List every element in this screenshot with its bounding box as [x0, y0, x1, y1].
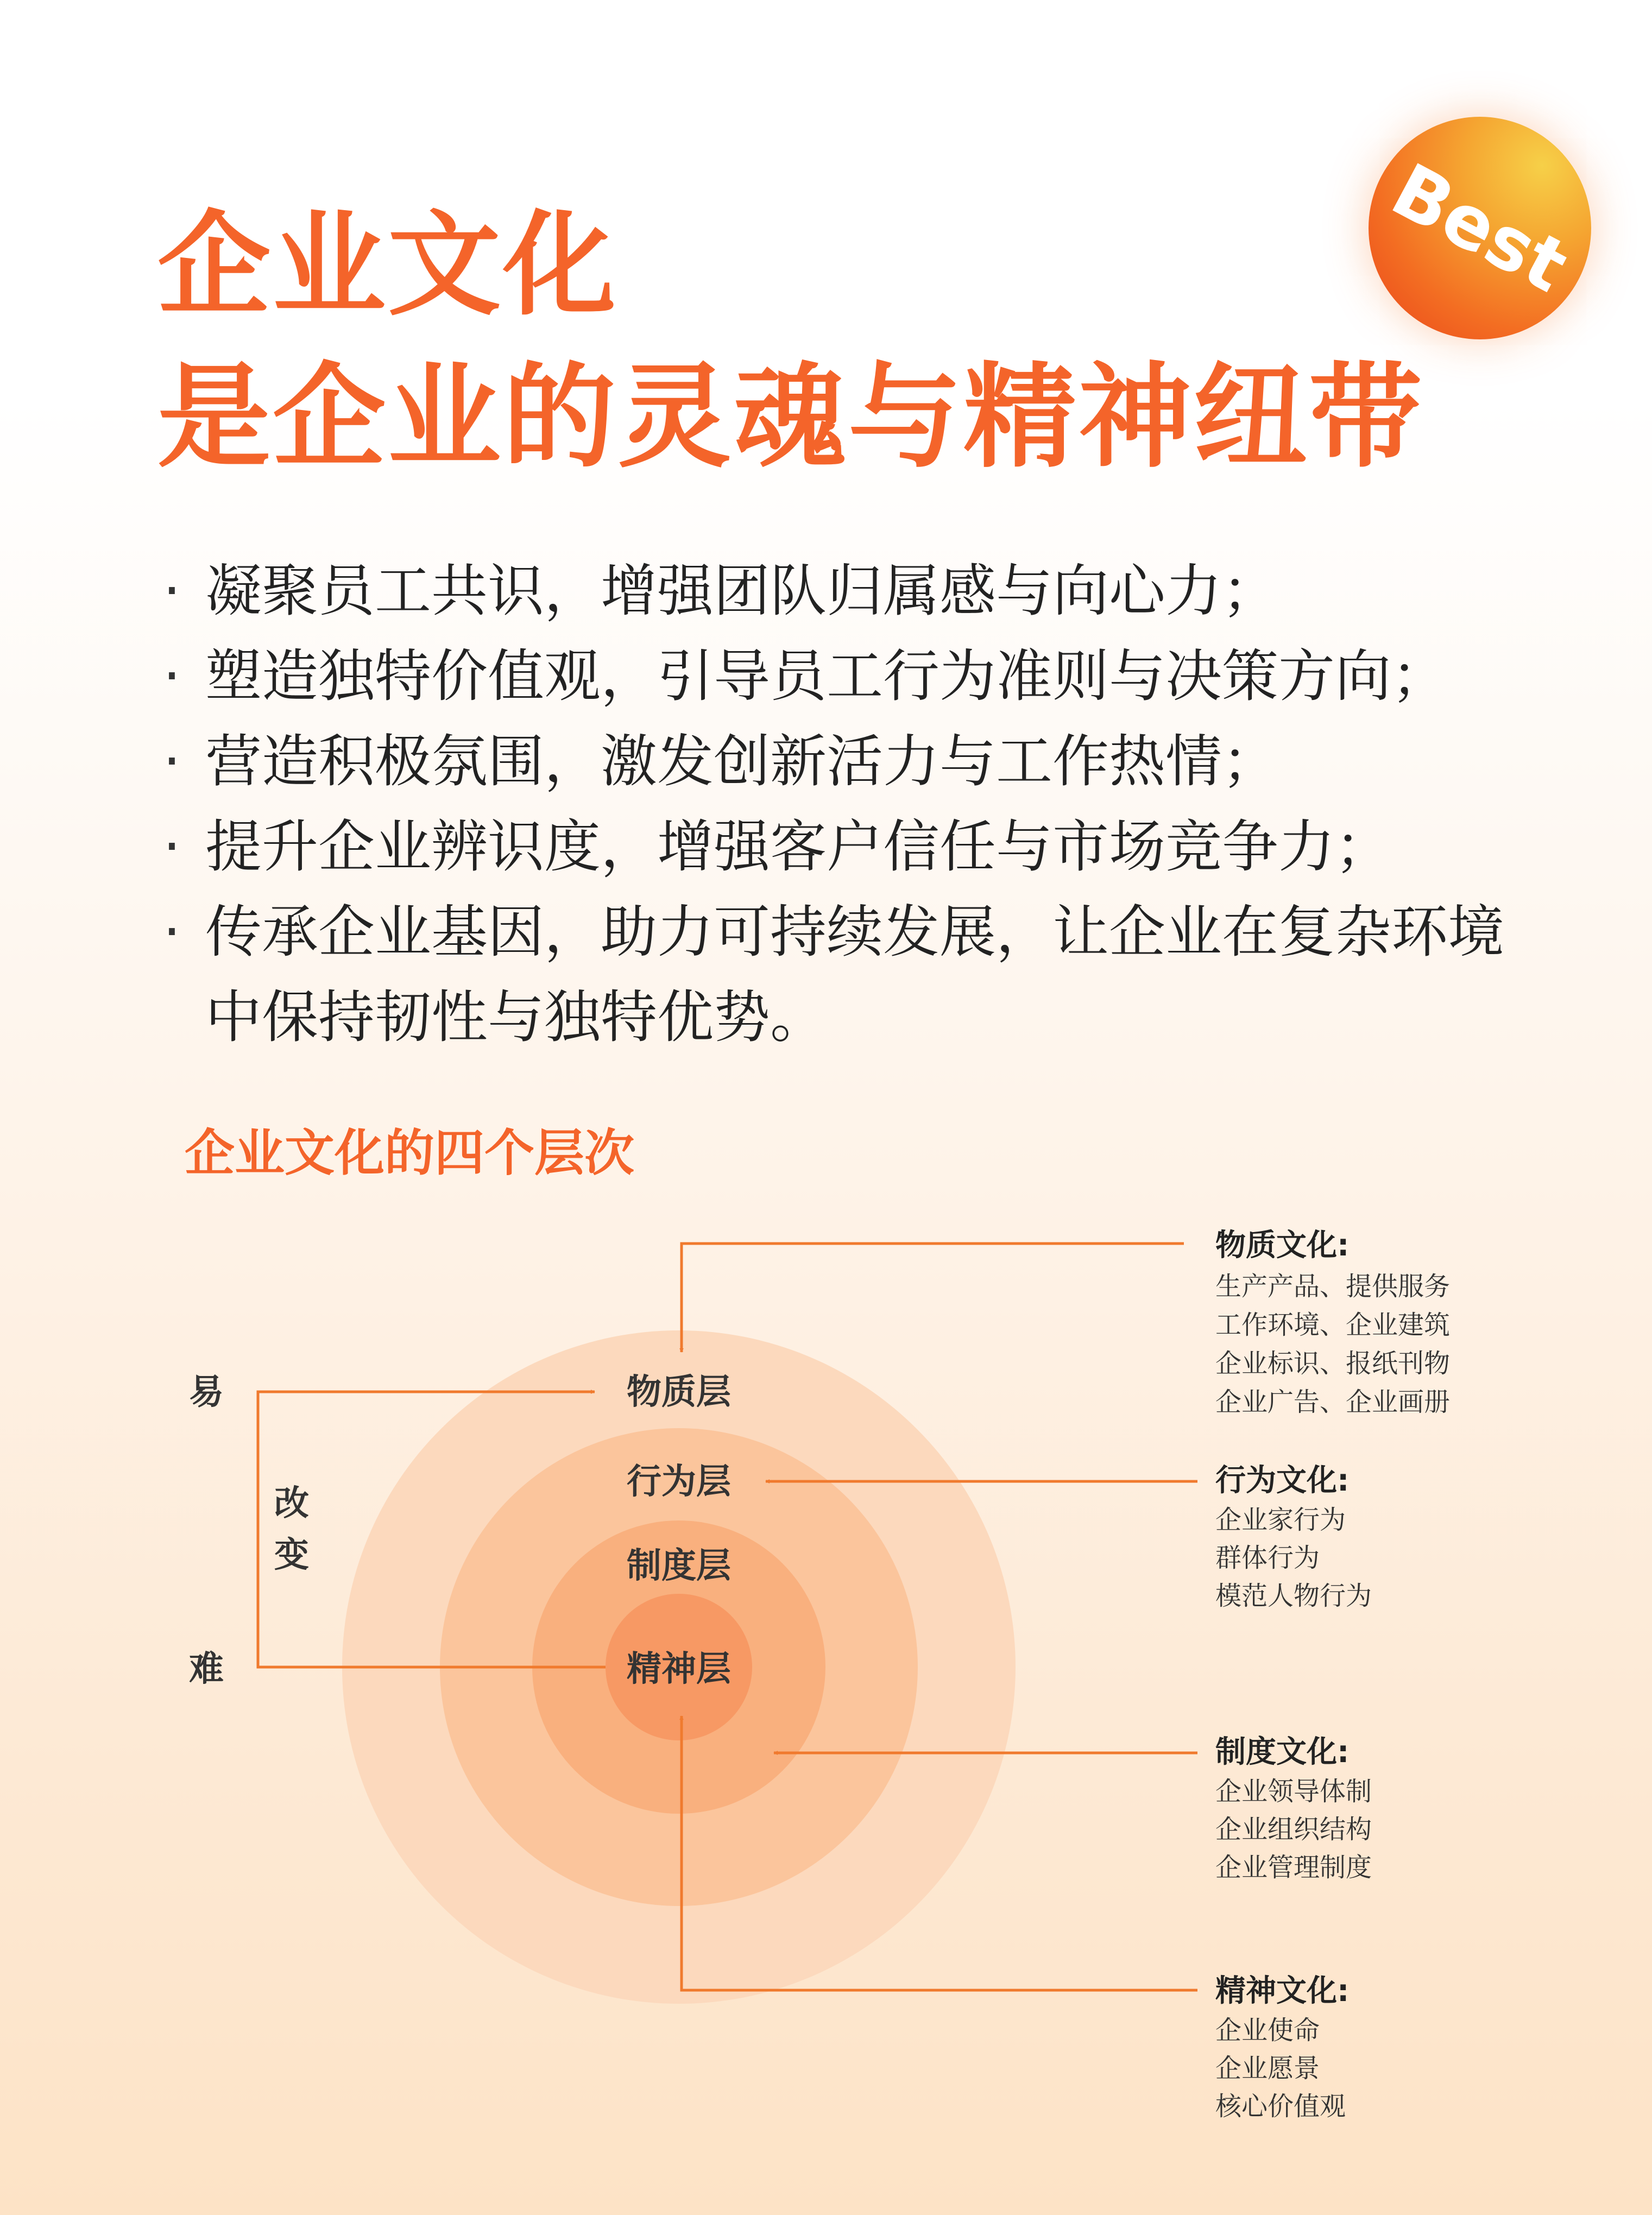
diagram-title: 企业文化的四个层次 — [185, 1124, 635, 1182]
badge-text: Best — [1378, 147, 1581, 309]
benefit-item-1: · 凝聚员工共识，增强团队归属感与向心力； — [163, 548, 1521, 634]
ring-label-behavior: 行为层 — [627, 1462, 731, 1502]
note-item: 企业管理制度 — [1215, 1852, 1372, 1883]
note-item: 企业愿景 — [1215, 2053, 1320, 2084]
title-line-1: 企业文化 — [157, 200, 618, 331]
note-item: 企业领导体制 — [1215, 1776, 1372, 1807]
benefit-item-5: · 传承企业基因，助力可持续发展，让企业在复杂环境中保持韧性与独特优势。 — [163, 889, 1521, 1060]
ring-label-spirit: 精神层 — [627, 1649, 731, 1689]
note-item: 核心价值观 — [1215, 2091, 1346, 2122]
note-item: 企业家行为 — [1215, 1505, 1346, 1535]
ring-label-material: 物质层 — [627, 1372, 731, 1412]
note-title-system: 制度文化: — [1215, 1734, 1350, 1770]
note-item: 群体行为 — [1215, 1543, 1320, 1573]
note-item: 企业广告、企业画册 — [1215, 1387, 1451, 1417]
note-item: 企业组织结构 — [1215, 1814, 1372, 1845]
benefit-item-2: · 塑造独特价值观，引导员工行为准则与决策方向； — [163, 634, 1521, 719]
note-title-spirit: 精神文化: — [1215, 1973, 1350, 2009]
scale-hard: 难 — [189, 1649, 224, 1689]
benefit-item-4: · 提升企业辨识度，增强客户信任与市场竞争力； — [163, 804, 1521, 889]
scale-easy: 易 — [189, 1372, 224, 1412]
note-item: 工作环境、企业建筑 — [1215, 1310, 1451, 1340]
ring-label-system: 制度层 — [627, 1546, 731, 1586]
note-item: 生产产品、提供服务 — [1215, 1271, 1451, 1302]
benefit-item-3: · 营造积极氛围，激发创新活力与工作热情； — [163, 719, 1521, 804]
note-item: 企业使命 — [1215, 2015, 1320, 2046]
note-item: 企业标识、报纸刊物 — [1215, 1348, 1451, 1379]
scale-change-1: 改 — [274, 1484, 309, 1524]
scale-change-2: 变 — [274, 1535, 309, 1575]
note-title-material: 物质文化: — [1215, 1228, 1350, 1263]
note-item: 模范人物行为 — [1215, 1581, 1372, 1611]
note-title-behavior: 行为文化: — [1215, 1463, 1350, 1498]
arrow-material — [682, 1244, 1184, 1352]
title-line-2: 是企业的灵魂与精神纽带 — [157, 352, 1424, 483]
